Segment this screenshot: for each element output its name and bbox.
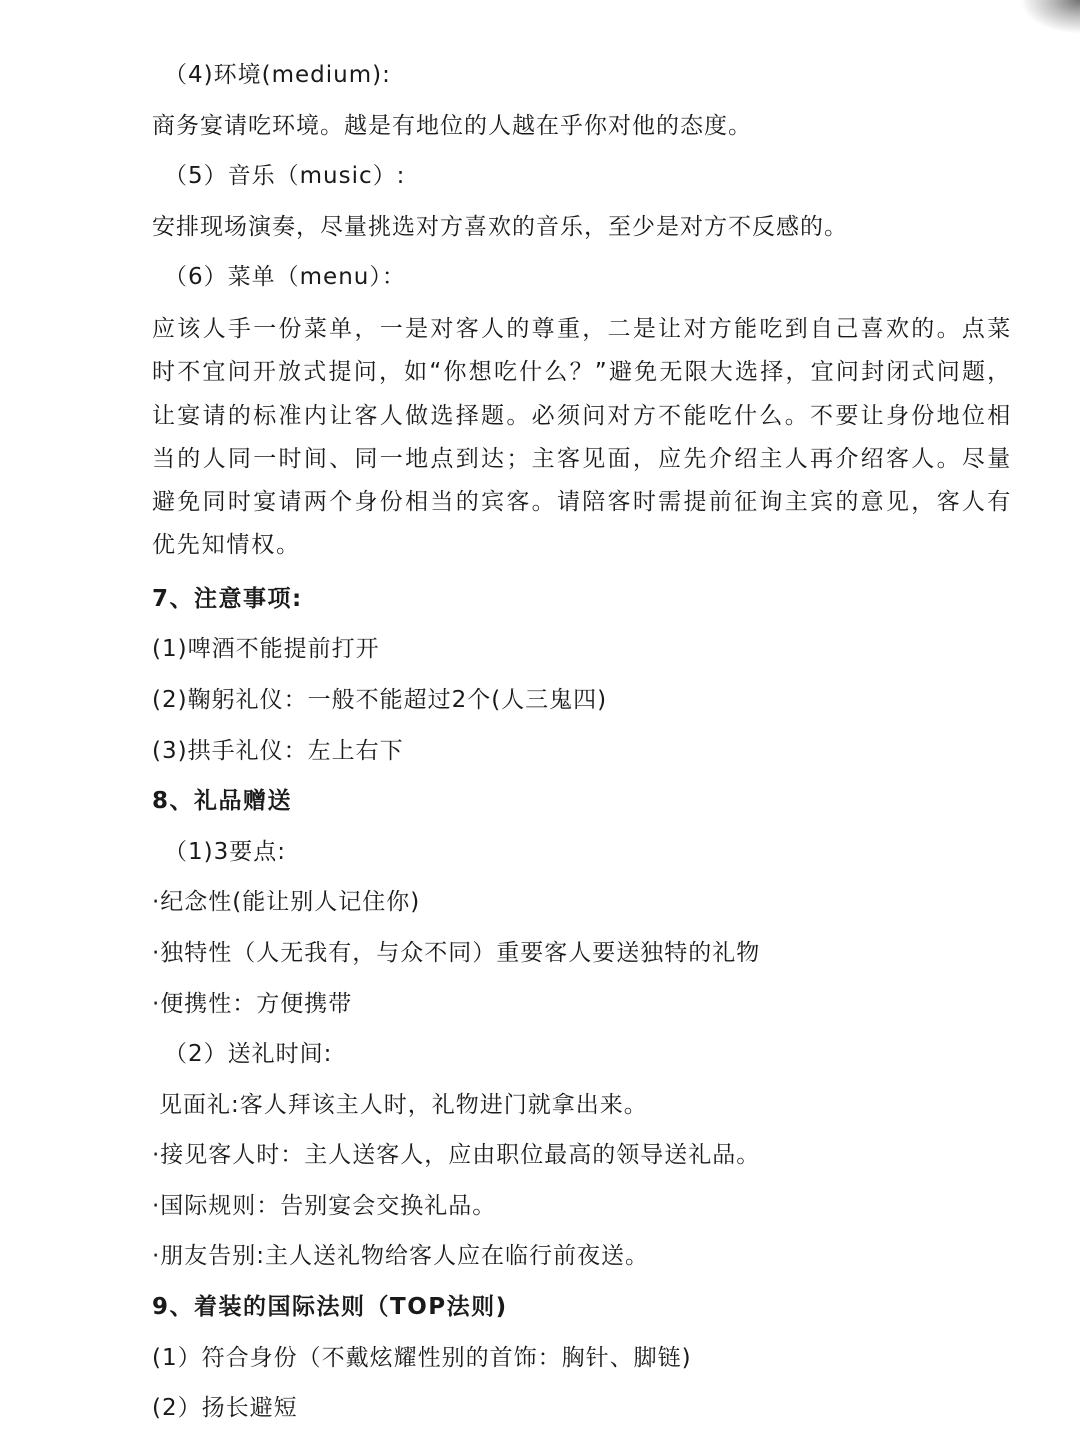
section-8-point-unique: ·独特性（人无我有，与众不同）重要客人要送独特的礼物 xyxy=(152,939,761,966)
section-4-body: 商务宴请吃环境。越是有地位的人越在乎你对他的态度。 xyxy=(152,112,752,139)
section-8-timing-receiving: ·接见客人时：主人送客人，应由职位最高的领导送礼品。 xyxy=(152,1142,761,1169)
section-9-heading: 9、着装的国际法则（TOP法则) xyxy=(152,1294,508,1321)
section-4-heading: （4)环境(medium): xyxy=(164,62,391,88)
section-8-point-memorable: ·纪念性(能让别人记住你) xyxy=(152,889,421,916)
section-5-heading: （5）音乐（music）: xyxy=(164,163,406,190)
section-8-subheading-2: （2）送礼时间: xyxy=(164,1041,333,1068)
section-8-subheading-1: （1)3要点: xyxy=(164,838,286,865)
section-9-item-1: (1）符合身份（不戴炫耀性别的首饰：胸针、脚链) xyxy=(152,1344,692,1371)
section-7-item-2: (2)鞠躬礼仪：一般不能超过2个(人三鬼四) xyxy=(152,686,608,713)
section-8-heading: 8、礼品赠送 xyxy=(152,788,293,815)
section-7-heading: 7、注意事项: xyxy=(152,585,303,612)
section-6-heading: （6）菜单（menu）： xyxy=(164,264,406,291)
section-8-point-portable: ·便携性：方便携带 xyxy=(152,990,353,1017)
section-7-item-3: (3)拱手礼仪：左上右下 xyxy=(152,737,404,764)
section-7-item-1: (1)啤酒不能提前打开 xyxy=(152,636,380,663)
document-page xyxy=(152,50,1012,1434)
section-9-item-2: (2）扬长避短 xyxy=(152,1395,298,1422)
section-5-body: 安排现场演奏，尽量挑选对方喜欢的音乐，至少是对方不反感的。 xyxy=(152,213,848,240)
section-8-timing-international: ·国际规则：告别宴会交换礼品。 xyxy=(152,1192,497,1219)
corner-shadow xyxy=(1020,0,1080,34)
section-6-body: 应该人手一份菜单，一是对客人的尊重，二是让对方能吃到自己喜欢的。点菜时不宜问开放式提问，如“你想吃什么？”避免无限大选择，宜问封闭式问题，让宴请的标准内让客人做选择题。必须问对方不能吃什么。不要让身份地位相当的人同一时间、同一地点到达；主客见面，应先介绍主人再介绍客人。尽量避免同时宴请两个身份相当的宾客。请陪客时需提前征询主宾的意见，客人有优先知情权。 xyxy=(152,315,1012,559)
section-8-timing-farewell: ·朋友告别:主人送礼物给客人应在临行前夜送。 xyxy=(152,1243,650,1270)
section-8-timing-meeting: 见面礼:客人拜该主人时，礼物进门就拿出来。 xyxy=(159,1091,648,1118)
